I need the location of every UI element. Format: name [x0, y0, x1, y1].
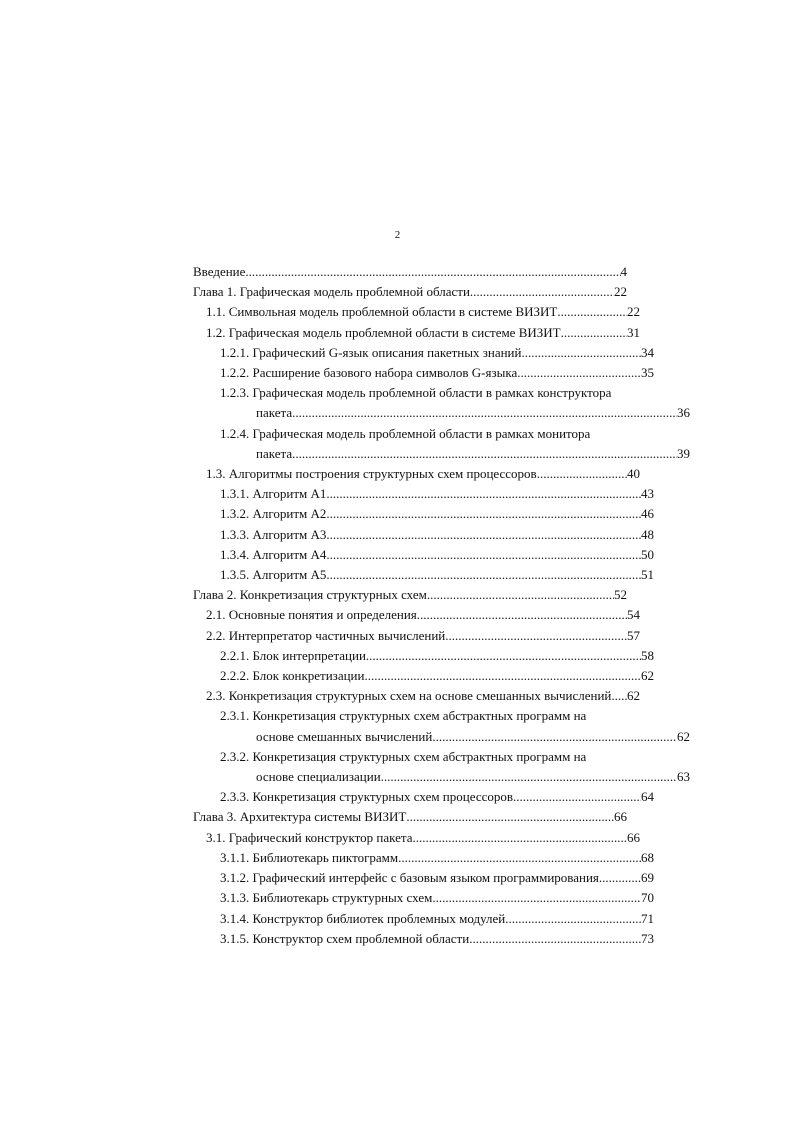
toc-entry-title: Глава 2. Конкретизация структурных схем	[193, 587, 427, 603]
toc-leader-dots	[561, 323, 627, 343]
toc-line	[193, 909, 654, 929]
toc-entry	[193, 525, 654, 545]
toc-entry-title: 1.2.2. Расширение базового набора символов G-языка	[220, 365, 518, 381]
toc-page-number: 57	[627, 627, 640, 643]
toc-leader-dots	[292, 444, 677, 464]
toc-line	[193, 585, 627, 605]
toc-entry	[193, 747, 690, 787]
toc-entry-title: 1.3.1. Алгоритм А1	[220, 486, 327, 502]
toc-leader-dots	[599, 868, 641, 888]
toc-page-number: 34	[641, 344, 654, 360]
toc-page-number: 52	[614, 587, 627, 603]
toc-leader-dots	[445, 626, 627, 646]
toc-line	[193, 464, 640, 484]
toc-leader-dots	[470, 282, 614, 302]
toc-page-number: 22	[614, 284, 627, 300]
toc-entry-title: 2.1. Основные понятия и определения	[206, 607, 417, 623]
toc-line	[193, 343, 654, 363]
toc-entry	[193, 383, 690, 423]
toc-line	[193, 363, 654, 383]
toc-page-number: 48	[641, 526, 654, 542]
toc-leader-dots	[326, 545, 641, 565]
toc-entry	[193, 363, 654, 383]
toc-page-number: 62	[677, 728, 690, 744]
toc-page-number: 43	[641, 486, 654, 502]
toc-entry	[193, 888, 654, 908]
toc-page-number: 64	[641, 789, 654, 805]
toc-page-number: 54	[627, 607, 640, 623]
toc-line	[193, 262, 627, 282]
toc-page-number: 31	[627, 324, 640, 340]
toc-leader-dots	[537, 464, 627, 484]
toc-line	[193, 484, 654, 504]
toc-leader-dots	[611, 686, 627, 706]
toc-page-number: 36	[677, 405, 690, 421]
toc-entry	[193, 504, 654, 524]
toc-leader-dots	[406, 807, 614, 827]
toc-entry	[193, 565, 654, 585]
toc-leader-dots	[398, 848, 641, 868]
toc-page-number: 46	[641, 506, 654, 522]
toc-line	[193, 282, 627, 302]
toc-line	[193, 504, 654, 524]
toc-line	[193, 444, 690, 464]
toc-leader-dots	[413, 828, 627, 848]
toc-entry-title: 3.1.4. Конструктор библиотек проблемных модулей	[220, 910, 506, 926]
toc-page-number: 22	[627, 304, 640, 320]
toc-entry-title: 2.3.2. Конкретизация структурных схем абстрактных программ на	[220, 748, 587, 764]
toc-leader-dots	[513, 787, 641, 807]
toc-leader-dots	[517, 363, 641, 383]
toc-line	[193, 626, 640, 646]
toc-line	[193, 424, 654, 444]
toc-entry	[193, 424, 690, 464]
toc-entry-title: 2.3.3. Конкретизация структурных схем процессоров	[220, 789, 513, 805]
toc-line	[193, 888, 654, 908]
toc-leader-dots	[417, 605, 627, 625]
toc-leader-dots	[521, 343, 641, 363]
toc-line	[193, 605, 640, 625]
toc-line	[193, 666, 654, 686]
toc-line	[193, 848, 654, 868]
toc-line	[193, 868, 654, 888]
toc-page-number: 35	[641, 365, 654, 381]
toc-line	[193, 787, 654, 807]
toc-leader-dots	[245, 262, 620, 282]
toc-page-number: 68	[641, 849, 654, 865]
toc-entry	[193, 545, 654, 565]
toc-line	[193, 686, 640, 706]
toc-leader-dots	[292, 403, 677, 423]
toc-page-number: 70	[641, 890, 654, 906]
toc-entry-title: основе смешанных вычислений	[256, 728, 433, 744]
toc-page-number: 71	[641, 910, 654, 926]
toc-leader-dots	[326, 525, 641, 545]
toc-page-number: 66	[614, 809, 627, 825]
toc-leader-dots	[505, 909, 641, 929]
table-of-contents	[193, 262, 690, 949]
toc-entry-title: Глава 1. Графическая модель проблемной области	[193, 284, 470, 300]
toc-entry-title: 2.2.1. Блок интерпретации	[220, 647, 366, 663]
toc-leader-dots	[557, 302, 627, 322]
toc-page-number: 51	[641, 567, 654, 583]
toc-leader-dots	[366, 646, 641, 666]
toc-line	[193, 545, 654, 565]
toc-page-number: 62	[627, 688, 640, 704]
toc-entry-title: 3.1.1. Библиотекарь пиктограмм	[220, 849, 399, 865]
toc-line	[193, 828, 640, 848]
toc-line	[193, 403, 690, 423]
toc-entry-title: 1.2.4. Графическая модель проблемной области в рамках монитора	[220, 425, 591, 441]
toc-entry	[193, 646, 654, 666]
toc-leader-dots	[364, 666, 641, 686]
toc-entry	[193, 686, 640, 706]
toc-entry-title: 3.1.2. Графический интерфейс с базовым языком программирования	[220, 870, 599, 886]
toc-entry-title: основе специализации	[256, 769, 381, 785]
toc-entry	[193, 605, 640, 625]
toc-line	[193, 747, 654, 767]
toc-entry	[193, 848, 654, 868]
toc-entry	[193, 787, 654, 807]
toc-entry	[193, 828, 640, 848]
toc-entry-title: 3.1.3. Библиотекарь структурных схем	[220, 890, 433, 906]
toc-entry-title: 2.2.2. Блок конкретизации	[220, 668, 365, 684]
toc-leader-dots	[326, 484, 641, 504]
toc-entry-title: пакета	[256, 445, 293, 461]
toc-entry-title: Глава 3. Архитектура системы ВИЗИТ	[193, 809, 407, 825]
toc-entry	[193, 585, 627, 605]
toc-entry-title: 2.3. Конкретизация структурных схем на основе смешанных вычислений	[206, 688, 612, 704]
toc-leader-dots	[469, 929, 641, 949]
toc-line	[193, 302, 640, 322]
toc-entry-title: 1.3.3. Алгоритм А3	[220, 526, 327, 542]
toc-line	[193, 565, 654, 585]
toc-page-number: 63	[677, 769, 690, 785]
toc-entry-title: 3.1. Графический конструктор пакета	[206, 829, 413, 845]
toc-entry	[193, 626, 640, 646]
toc-page-number: 69	[641, 870, 654, 886]
toc-entry	[193, 706, 690, 746]
toc-leader-dots	[427, 585, 614, 605]
toc-page-number: 39	[677, 445, 690, 461]
toc-leader-dots	[432, 727, 677, 747]
toc-entry	[193, 868, 654, 888]
toc-entry-title: 2.2. Интерпретатор частичных вычислений	[206, 627, 446, 643]
toc-line	[193, 929, 654, 949]
toc-entry-title: 1.3.5. Алгоритм А5	[220, 567, 327, 583]
toc-entry-title: 2.3.1. Конкретизация структурных схем абстрактных программ на	[220, 708, 587, 724]
toc-entry-title: 3.1.5. Конструктор схем проблемной области	[220, 930, 470, 946]
toc-page-number: 50	[641, 546, 654, 562]
toc-entry-title: 1.3.2. Алгоритм А2	[220, 506, 327, 522]
toc-entry-title: Введение	[193, 264, 246, 279]
toc-page-number: 58	[641, 647, 654, 663]
toc-leader-dots	[326, 504, 641, 524]
toc-line	[193, 807, 627, 827]
toc-entry-title: 1.3. Алгоритмы построения структурных схем процессоров	[206, 466, 537, 482]
toc-leader-dots	[326, 565, 641, 585]
toc-entry	[193, 484, 654, 504]
toc-line	[193, 767, 690, 787]
toc-entry-title: 1.2.3. Графическая модель проблемной области в рамках конструктора	[220, 385, 612, 401]
toc-entry	[193, 262, 627, 282]
toc-entry	[193, 464, 640, 484]
toc-entry	[193, 666, 654, 686]
toc-entry	[193, 807, 627, 827]
toc-line	[193, 383, 654, 403]
toc-page-number: 73	[641, 930, 654, 946]
toc-line	[193, 646, 654, 666]
toc-entry-title: 1.1. Символьная модель проблемной области в системе ВИЗИТ	[206, 304, 558, 320]
toc-entry	[193, 323, 640, 343]
toc-entry	[193, 282, 627, 302]
toc-line	[193, 706, 654, 726]
toc-page-number: 4	[620, 264, 627, 279]
toc-entry-title: 1.2. Графическая модель проблемной области в системе ВИЗИТ	[206, 324, 561, 340]
toc-line	[193, 525, 654, 545]
toc-line	[193, 727, 690, 747]
toc-leader-dots	[432, 888, 641, 908]
toc-line	[193, 323, 640, 343]
toc-entry	[193, 929, 654, 949]
toc-entry-title: 1.2.1. Графический G-язык описания пакетных знаний	[220, 344, 522, 360]
toc-entry	[193, 909, 654, 929]
page-number: 2	[394, 229, 401, 241]
toc-page-number: 66	[627, 829, 640, 845]
toc-entry-title: пакета	[256, 405, 293, 421]
toc-entry	[193, 343, 654, 363]
toc-entry-title: 1.3.4. Алгоритм А4	[220, 546, 327, 562]
toc-entry	[193, 302, 640, 322]
toc-page-number: 62	[641, 668, 654, 684]
toc-leader-dots	[381, 767, 677, 787]
toc-page-number: 40	[627, 466, 640, 482]
